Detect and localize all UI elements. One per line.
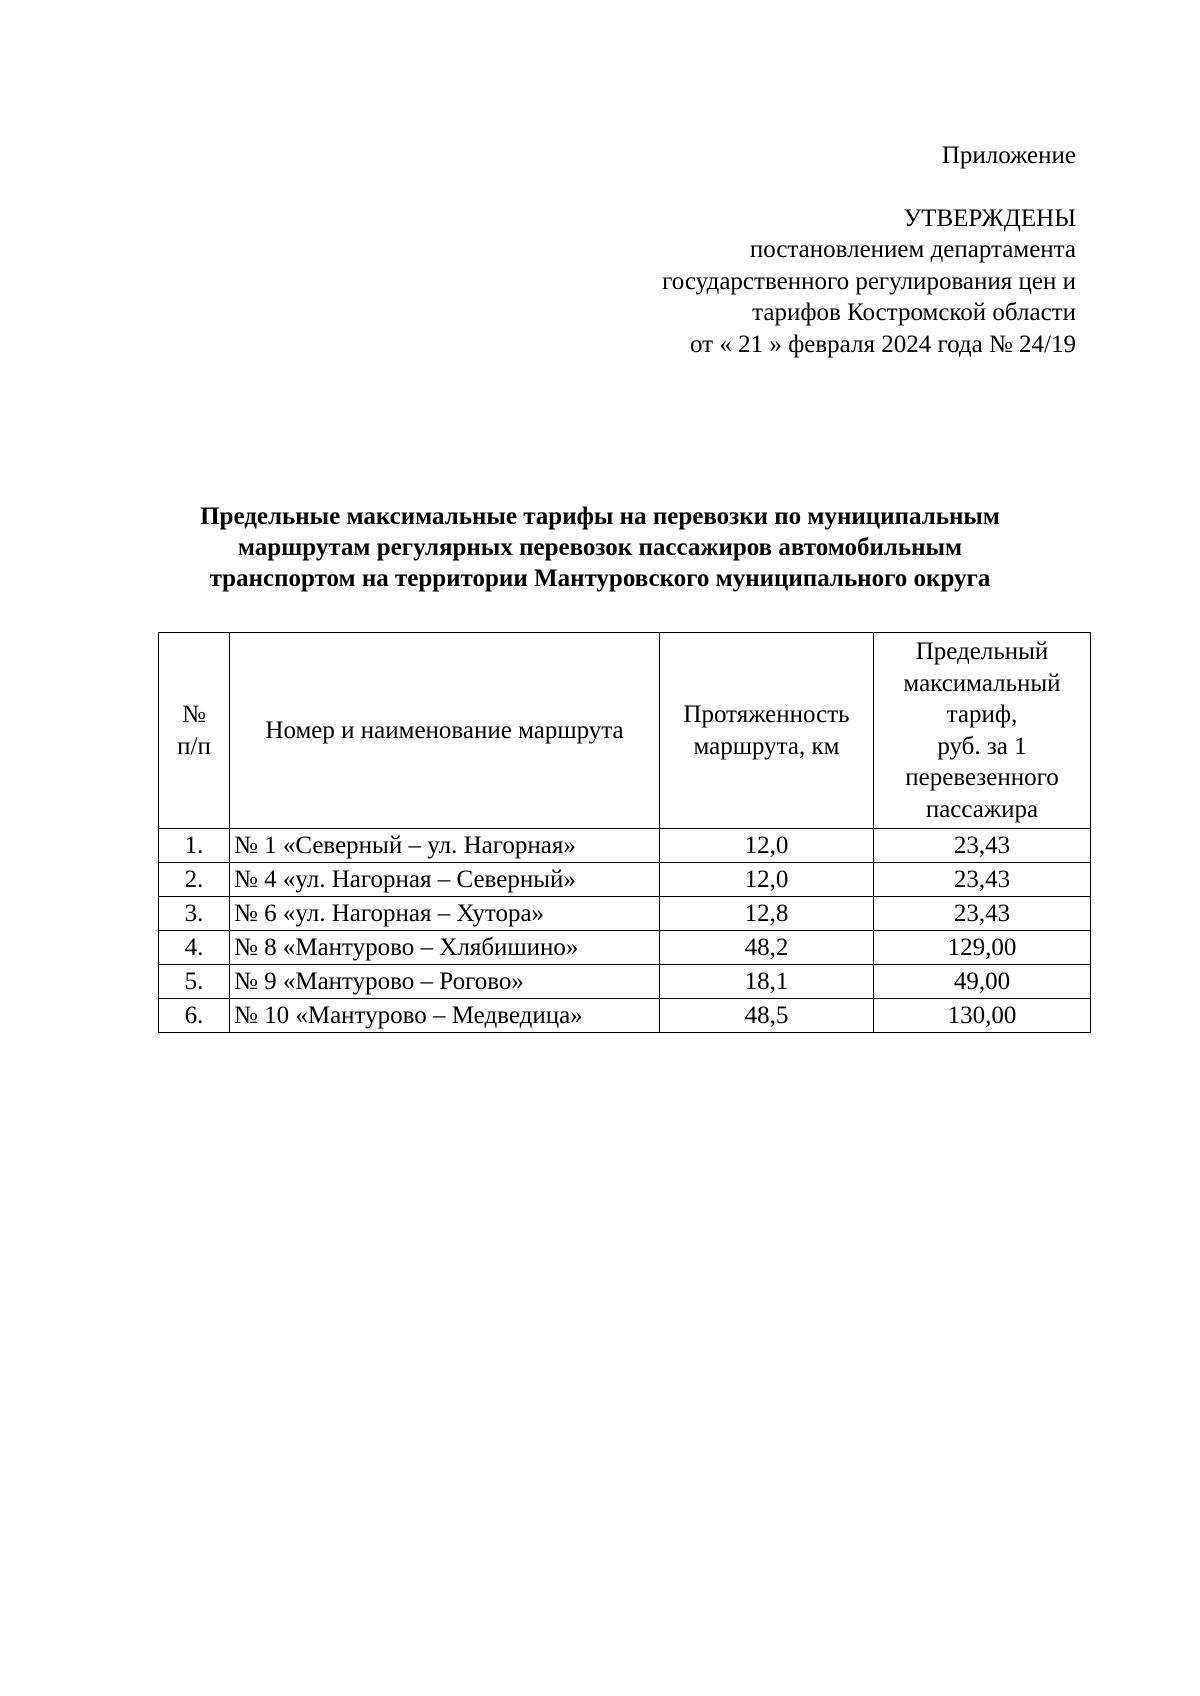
row-tariff: 23,43	[874, 897, 1091, 931]
appendix-label: Приложение	[941, 142, 1076, 169]
row-num: 1.	[159, 829, 230, 863]
title-line: маршрутам регулярных перевозок пассажиров автомобильным	[237, 534, 963, 561]
row-route-length: 12,0	[660, 829, 874, 863]
tariff-table	[158, 632, 1091, 1033]
row-num: 2.	[159, 863, 230, 897]
table-row	[159, 965, 1091, 999]
row-route-length: 12,0	[660, 863, 874, 897]
row-route-length: 48,5	[660, 999, 874, 1033]
approval-date-line: от « 21 » февраля 2024 года № 24/19	[689, 330, 1076, 358]
table-row	[159, 863, 1091, 897]
header-max-tariff: Предельный максимальный тариф, руб. за 1 перевезенного пассажира	[874, 633, 1091, 829]
row-tariff: 130,00	[874, 999, 1091, 1033]
table-row	[159, 999, 1091, 1033]
row-route-name: № 1 «Северный – ул. Нагорная»	[230, 829, 660, 863]
document-title	[120, 501, 1080, 594]
row-num: 5.	[159, 965, 230, 999]
row-tariff: 49,00	[874, 965, 1091, 999]
table-row	[159, 829, 1091, 863]
approval-block	[662, 140, 1076, 360]
approval-line: тарифов Костромской области	[752, 299, 1076, 326]
header-route-length: Протяженность маршрута, км	[660, 633, 874, 829]
table-row	[159, 897, 1091, 931]
row-num: 3.	[159, 897, 230, 931]
approved-heading: УТВЕРЖДЕНЫ	[903, 204, 1076, 232]
row-route-length: 18,1	[660, 965, 874, 999]
row-route-length: 48,2	[660, 931, 874, 965]
row-tariff: 23,43	[874, 829, 1091, 863]
table-header-row	[159, 633, 1091, 829]
approval-line: постановлением департамента	[749, 236, 1076, 263]
row-tariff: 23,43	[874, 863, 1091, 897]
row-route-name: № 6 «ул. Нагорная – Хутора»	[230, 897, 660, 931]
header-num: № п/п	[159, 633, 230, 829]
row-route-name: № 8 «Мантурово – Хлябишино»	[230, 931, 660, 965]
header-route-name: Номер и наименование маршрута	[230, 633, 660, 829]
approval-line: государственного регулирования цен и	[662, 267, 1076, 295]
row-route-name: № 10 «Мантурово – Медведица»	[230, 999, 660, 1033]
row-route-name: № 9 «Мантурово – Рогово»	[230, 965, 660, 999]
row-num: 6.	[159, 999, 230, 1033]
row-route-name: № 4 «ул. Нагорная – Северный»	[230, 863, 660, 897]
table-row	[159, 931, 1091, 965]
row-tariff: 129,00	[874, 931, 1091, 965]
title-line: Предельные максимальные тарифы на перевозки по муниципальным	[200, 503, 1000, 530]
title-line: транспортом на территории Мантуровского муниципального округа	[209, 565, 991, 592]
row-route-length: 12,8	[660, 897, 874, 931]
row-num: 4.	[159, 931, 230, 965]
